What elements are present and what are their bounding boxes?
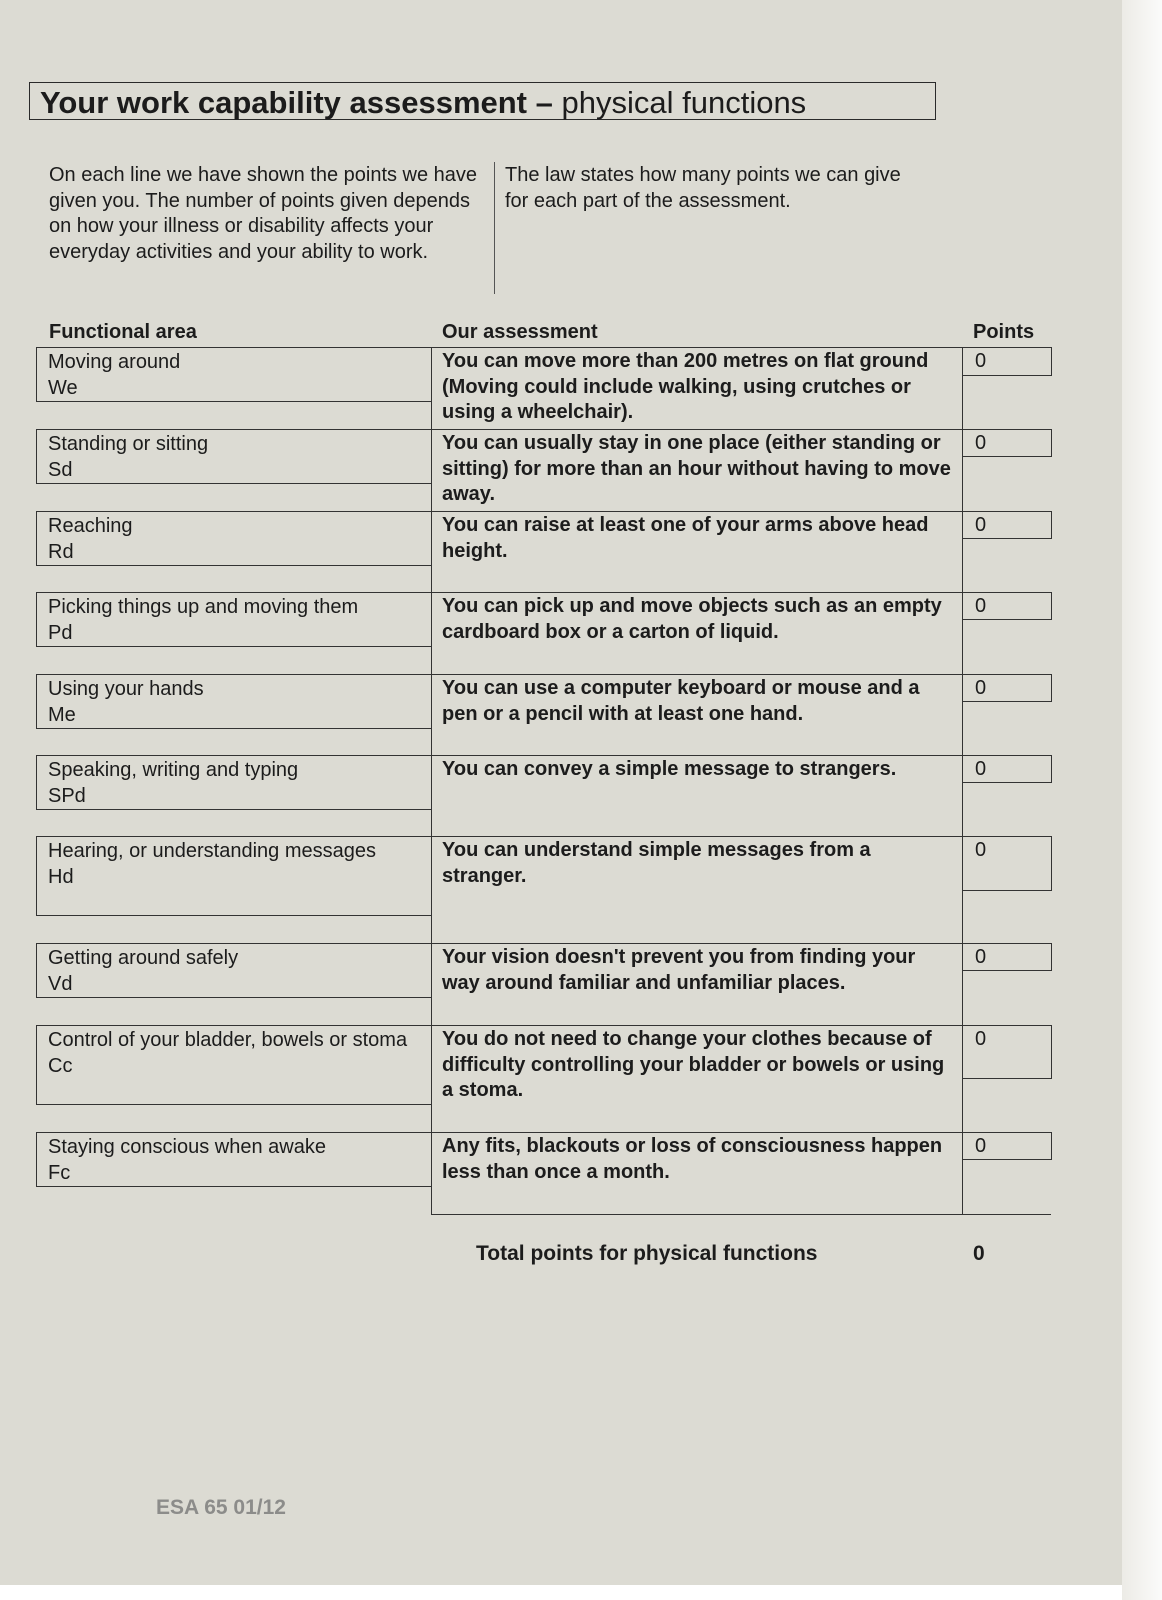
area-label: Hearing, or understanding messages [48,840,376,862]
points-box: 0 [962,1025,1052,1079]
total-points-value: 0 [973,1242,985,1265]
points-box: 0 [962,429,1052,457]
assessment-cell: You can move more than 200 metres on flat ground (Moving could include walking, using crutches or using a wheelchair). [431,347,963,429]
intro-right-text: The law states how many points we can give for each part of the assessment. [505,164,901,212]
area-label: Moving around [48,351,181,373]
page-edge [1122,0,1162,1600]
points-box: 0 [962,836,1052,891]
functional-area-cell [36,755,431,810]
form-code: ESA 65 01/12 [156,1496,286,1519]
assessment-cell: Your vision doesn't prevent you from finding your way around familiar and unfamiliar places. [431,943,963,1025]
area-label: Control of your bladder, bowels or stoma [48,1029,408,1051]
area-code: Fc [48,1161,71,1184]
assessment-cell: Any fits, blackouts or loss of consciousness happen less than once a month. [431,1132,963,1214]
functional-area-cell [36,429,431,484]
area-code: Pd [48,621,73,644]
header-points: Points [973,321,1035,343]
table-bottom-rule [431,1214,1051,1215]
points-box: 0 [962,511,1052,539]
area-label: Reaching [48,515,133,537]
area-label: Getting around safely [48,947,239,969]
points-box: 0 [962,943,1052,971]
area-code: Sd [48,458,73,481]
points-box: 0 [962,674,1052,702]
area-code: Rd [48,540,74,563]
points-box: 0 [962,755,1052,783]
total-points-label: Total points for physical functions [476,1242,818,1265]
area-code: Vd [48,972,73,995]
header-our-assessment: Our assessment [442,321,598,343]
assessment-cell: You can understand simple messages from a stranger. [431,836,963,943]
header-functional-area: Functional area [49,321,197,343]
area-code: Me [48,703,76,726]
area-label: Staying conscious when awake [48,1136,326,1158]
area-code: Hd [48,865,74,888]
area-label: Using your hands [48,678,204,700]
intro-divider [494,162,495,294]
functional-area-cell [36,347,431,402]
functional-area-cell [36,1132,431,1187]
area-code: SPd [48,784,86,807]
functional-area-cell [36,943,431,998]
area-label: Speaking, writing and typing [48,759,299,781]
page-title [29,82,936,120]
points-box: 0 [962,347,1052,376]
points-box: 0 [962,1132,1052,1160]
assessment-cell: You can use a computer keyboard or mouse and a pen or a pencil with at least one hand. [431,674,963,755]
area-label: Picking things up and moving them [48,596,359,618]
assessment-cell: You can raise at least one of your arms above head height. [431,511,963,592]
title-regular: physical functions [561,85,807,120]
intro-left-text: On each line we have shown the points we have given you. The number of points given depends on how your illness or disability affects your everyday activities and your ability to work. [49,164,478,263]
assessment-cell: You can pick up and move objects such as an empty cardboard box or a carton of liquid. [431,592,963,674]
points-box: 0 [962,592,1052,620]
area-code: We [48,376,78,399]
functional-area-cell [36,592,431,647]
functional-area-cell [36,674,431,729]
functional-area-cell [36,1025,431,1105]
functional-area-cell [36,511,431,566]
title-bold: Your work capability assessment – [40,85,553,120]
assessment-cell: You do not need to change your clothes because of difficulty controlling your bladder or bowels or using a stoma. [431,1025,963,1132]
functional-area-cell [36,836,431,916]
assessment-cell: You can usually stay in one place (either standing or sitting) for more than an hour without having to move away. [431,429,963,511]
assessment-cell: You can convey a simple message to strangers. [431,755,963,836]
area-code: Cc [48,1054,73,1077]
area-label: Standing or sitting [48,433,209,455]
